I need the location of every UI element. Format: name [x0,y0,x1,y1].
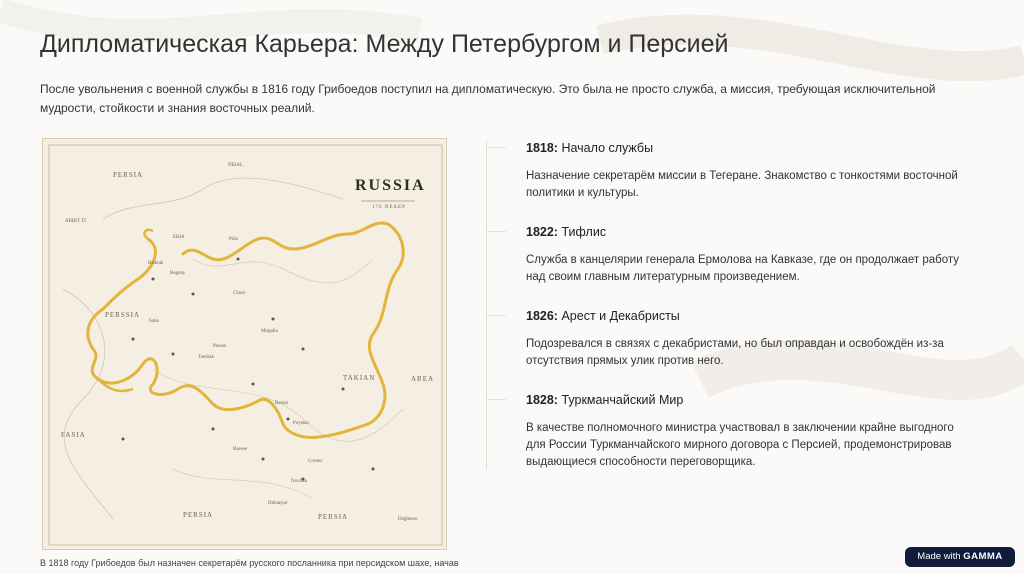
map-label: Coroes [308,459,323,464]
timeline-event-1822 [526,224,976,286]
map-label: Sabo [149,319,159,324]
event-description: Подозревался в связях с декабристами, но был оправдан и освобождён из-за отсутствия прямых улик против него. [526,338,944,367]
historical-map [42,138,447,550]
map-label: Dnhaeyar [268,501,288,506]
map-label: AREA [411,375,435,383]
map-drawing [43,139,448,551]
timeline-event-1818 [526,140,976,202]
event-title: Начало службы [561,141,654,155]
map-label: Teedrak [198,355,215,360]
made-with-gamma-badge[interactable] [905,547,1015,567]
timeline-tick [486,231,506,232]
timeline-line [486,140,487,470]
event-title: Тифлис [561,225,607,239]
event-heading [526,392,976,408]
event-year: 1828: [526,393,558,407]
map-label: Bishrak [148,261,164,266]
map-label: NEIAL [228,163,243,168]
event-heading [526,224,976,240]
event-year: 1822: [526,225,558,239]
event-year: 1818: [526,141,558,155]
intro-paragraph: После увольнения с военной службы в 1816 году Грибоедов поступил на дипломатическую. Это была не просто служба, а миссия, требующая исключительной мудрости, стойкости и знания восточных реалий. [40,82,936,115]
map-label: Poystan [293,421,309,426]
map-label: Begnay [170,271,186,276]
event-description: В качестве полномочного министра участвовал в заключении крайне выгодного для России Туркманчайского мирного договора с Персией, продемонстрировав выдающиеся способности переговорщика. [526,422,954,468]
map-subtitle: 170 NEAEP [372,205,406,210]
event-heading [526,140,976,156]
gamma-logo: GAMMA [963,551,1003,562]
map-label: Baesee [233,447,248,452]
map-label: PERSIA [183,511,214,519]
map-label: Novitaa [291,479,307,484]
event-heading [526,308,976,324]
event-title: Арест и Декабристы [561,309,680,323]
timeline-event-1826 [526,308,976,370]
timeline-tick [486,147,506,148]
event-description: Назначение секретарём миссии в Тегеране. Знакомство с тонкостями восточной политики и культуры. [526,170,958,199]
timeline-event-1828 [526,392,976,471]
map-label: Bexnn [275,401,289,406]
map-label: Mogalia [261,329,278,334]
map-label: FASIA [61,431,86,439]
map-label: TAKIAN [343,374,376,382]
badge-prefix: Made with [917,551,961,562]
page-title: Дипломатическая Карьера: Между Петербургом и Персией [40,30,729,58]
map-label: PERSIA [113,171,144,179]
timeline-tick [486,399,506,400]
map-label: PERSSIA [105,311,141,319]
map-label: ABBIT TI [65,219,86,224]
event-description: Служба в канцелярии генерала Ермолова на Кавказе, где он продолжает работу над своим главным литературным произведением. [526,254,960,283]
map-label: Pola [229,237,238,242]
event-title: Туркманчайский Мир [561,393,684,407]
map-caption: В 1818 году Грибоедов был назначен секретарём русского посланника при персидском шахе, начав [40,558,459,568]
map-label: Choel [233,291,245,296]
map-label: Degbeore [398,517,418,522]
map-label: ERIA [173,235,185,240]
map-label: Piesan [213,344,227,349]
event-year: 1826: [526,309,558,323]
map-label: PERSIA [318,513,349,521]
map-title: RUSSIA [355,177,426,194]
timeline-tick [486,315,506,316]
